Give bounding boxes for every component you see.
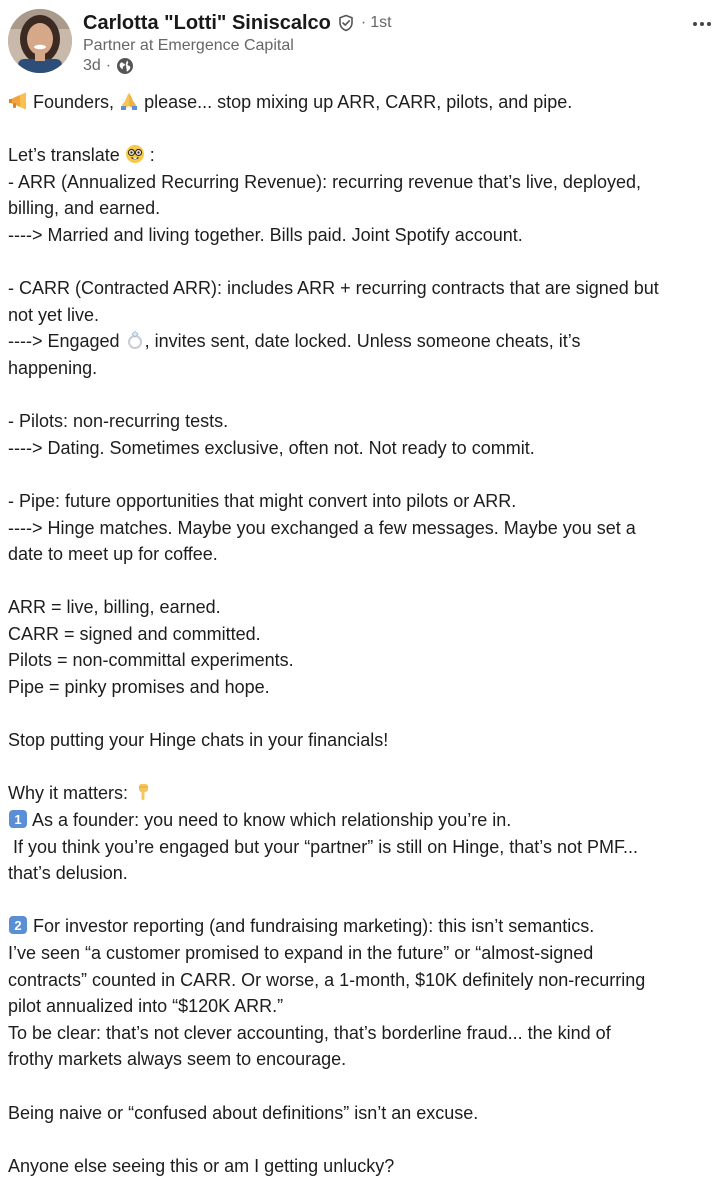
keycap-two-emoji — [8, 915, 28, 935]
author-name[interactable]: Carlotta "Lotti" Siniscalco — [83, 11, 331, 34]
post-line: - ARR (Annualized Recurring Revenue): recurring revenue that’s live, deployed, — [8, 171, 641, 192]
post-text: Why it matters: — [8, 783, 129, 804]
more-options-button[interactable] — [688, 12, 716, 36]
megaphone-emoji — [8, 91, 28, 111]
folded-hands-emoji — [119, 91, 139, 111]
post-line: I’ve seen “a customer promised to expand in the future” or “almost-signed — [8, 943, 594, 963]
post-line — [8, 382, 714, 409]
post-line: ----> Hinge matches. Maybe you exchanged a few messages. Maybe you set a — [8, 517, 636, 538]
post-line — [8, 913, 714, 940]
post-time[interactable]: 3d — [83, 57, 101, 74]
more-horizontal-icon — [688, 12, 716, 36]
post-line: Pipe = pinky promises and hope. — [8, 677, 270, 698]
post-line: Pilots = non-committal experiments. — [8, 650, 294, 671]
post-meta — [83, 57, 134, 75]
post-line: If you think you’re engaged but your “partner” is still on Hinge, that’s not PMF... — [8, 836, 638, 857]
post-line: contracts” counted in CARR. Or worse, a 1-month, $10K definitely non-recurring — [8, 969, 646, 990]
point-down-emoji — [133, 782, 153, 802]
author-headline: Partner at Emergence Capital — [83, 37, 294, 54]
post-line: Anyone else seeing this or am I getting unlucky? — [8, 1155, 395, 1176]
post-line: Being naive or “confused about definitions” isn’t an excuse. — [8, 1102, 479, 1123]
post-line — [8, 1126, 714, 1153]
post-line: - CARR (Contracted ARR): includes ARR + recurring contracts that are signed but — [8, 278, 659, 299]
post-text: : — [149, 145, 155, 166]
connection-degree: 1st — [370, 14, 392, 31]
post-line: - Pilots: non-recurring tests. — [8, 411, 229, 432]
post-line: that’s delusion. — [8, 863, 128, 884]
post-line — [8, 461, 714, 488]
svg-text:1: 1 — [14, 812, 22, 828]
post-line: - Pipe: future opportunities that might convert into pilots or ARR. — [8, 490, 517, 511]
nerd-face-emoji — [125, 144, 145, 164]
post-line — [8, 142, 714, 169]
post-line: date to meet up for coffee. — [8, 544, 218, 565]
post-text: Founders, — [33, 92, 115, 112]
post-line — [8, 89, 714, 116]
post-line — [8, 701, 714, 728]
post-line: not yet live. — [8, 304, 100, 325]
verified-shield-icon — [337, 14, 355, 32]
post-line: To be clear: that’s not clever accounting, that’s borderline fraud... the kind of — [8, 1022, 611, 1043]
post-line: frothy markets always seem to encourage. — [8, 1049, 347, 1070]
post-line — [8, 328, 714, 355]
post-line — [8, 807, 714, 834]
post-text: please... stop mixing up ARR, CARR, pilots, and pipe. — [144, 92, 573, 112]
post-text: Let’s translate — [8, 145, 120, 166]
post-line: ----> Married and living together. Bills paid. Joint Spotify account. — [8, 224, 523, 245]
post-line — [8, 568, 714, 595]
post-header — [0, 0, 720, 86]
post-line — [8, 1073, 714, 1100]
keycap-one-emoji — [8, 809, 28, 829]
post-line: happening. — [8, 357, 98, 378]
ring-emoji — [125, 330, 145, 350]
post-text: , invites sent, date locked. Unless someone cheats, it’s — [144, 331, 581, 352]
post-text: ----> Engaged — [8, 331, 120, 352]
svg-text:2: 2 — [14, 918, 22, 934]
post-line: Stop putting your Hinge chats in your financials! — [8, 730, 389, 751]
post-text: For investor reporting (and fundraising marketing): this isn’t semantics. — [33, 916, 595, 937]
globe-icon — [116, 57, 134, 75]
post-line: ARR = live, billing, earned. — [8, 597, 221, 618]
post-body — [8, 89, 714, 1179]
meta-separator: · — [105, 57, 112, 74]
avatar-photo — [8, 9, 72, 73]
post-line — [8, 249, 714, 276]
post-line — [8, 754, 714, 781]
post-line: billing, and earned. — [8, 198, 161, 219]
post-text: As a founder: you need to know which relationship you’re in. — [32, 810, 512, 831]
post-line: pilot annualized into “$120K ARR.” — [8, 996, 284, 1017]
author-name-row — [83, 10, 392, 36]
author-avatar[interactable] — [8, 9, 72, 73]
post-line: CARR = signed and committed. — [8, 623, 261, 644]
post-line — [8, 116, 714, 143]
name-separator: · — [360, 14, 367, 31]
post-line — [8, 780, 714, 807]
post-line — [8, 887, 714, 914]
post-line: ----> Dating. Sometimes exclusive, often not. Not ready to commit. — [8, 437, 535, 458]
